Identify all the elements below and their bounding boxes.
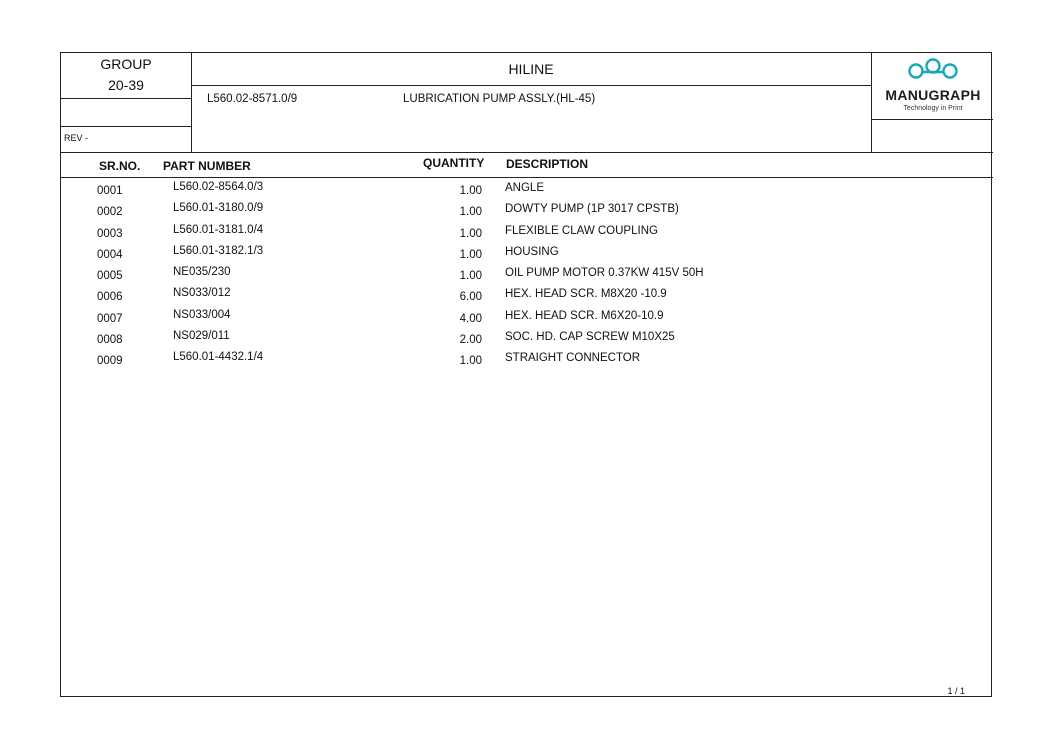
quantity-cell: 2.00 — [459, 334, 482, 347]
assembly-part-number: L560.02-8571.0/9 — [207, 93, 298, 105]
description-cell: SOC. HD. CAP SCREW M10X25 — [505, 331, 675, 344]
part-number-cell: L560.01-3181.0/4 — [173, 223, 264, 236]
quantity-cell: 6.00 — [459, 291, 482, 304]
divider — [61, 177, 993, 178]
table-row — [61, 266, 993, 287]
description-cell: HEX. HEAD SCR. M8X20 -10.9 — [505, 288, 667, 301]
part-number-cell: NE035/230 — [173, 266, 231, 279]
quantity-cell: 1.00 — [459, 270, 482, 283]
quantity-cell: 1.00 — [459, 355, 482, 368]
description-cell: HEX. HEAD SCR. M6X20-10.9 — [505, 309, 664, 322]
parts-list-sheet — [60, 52, 992, 697]
part-number-cell: NS033/012 — [173, 287, 231, 300]
table-row — [61, 351, 993, 372]
quantity-cell: 1.00 — [459, 227, 482, 240]
table-row — [61, 287, 993, 308]
logo-tagline: Technology in Print — [903, 105, 963, 112]
description-cell: HOUSING — [505, 245, 559, 258]
description-cell: DOWTY PUMP (1P 3017 CPSTB) — [505, 203, 679, 216]
description-cell: FLEXIBLE CLAW COUPLING — [505, 224, 658, 237]
quantity-cell: 1.00 — [459, 248, 482, 261]
divider — [871, 119, 993, 120]
page-number: 1 / 1 — [947, 686, 965, 696]
machine-title: HILINE — [508, 61, 554, 77]
column-header-quantity: QUANTITY — [423, 156, 485, 170]
sr-no-cell: 0004 — [97, 248, 123, 261]
column-header-description: DESCRIPTION — [506, 157, 589, 171]
revision-label: REV - — [64, 133, 89, 143]
manugraph-logo-icon — [905, 57, 961, 79]
sr-no-cell: 0002 — [97, 206, 123, 219]
sr-no-cell: 0005 — [97, 270, 123, 283]
quantity-cell: 1.00 — [459, 206, 482, 219]
quantity-cell: 4.00 — [459, 312, 482, 325]
table-row — [61, 245, 993, 266]
divider — [61, 152, 993, 153]
part-number-cell: NS029/011 — [173, 330, 230, 343]
group-label: GROUP — [100, 56, 152, 72]
part-number-cell: L560.01-3182.1/3 — [173, 244, 264, 257]
sr-no-cell: 0003 — [97, 227, 123, 240]
divider — [871, 53, 872, 153]
table-row — [61, 224, 993, 245]
logo-wordmark: MANUGRAPH — [885, 87, 981, 103]
table-row — [61, 181, 993, 202]
description-cell: ANGLE — [505, 182, 544, 194]
group-range: 20-39 — [108, 77, 144, 93]
sr-no-cell: 0007 — [97, 312, 123, 325]
sr-no-cell: 0001 — [97, 185, 123, 197]
description-cell: OIL PUMP MOTOR 0.37KW 415V 50H — [505, 267, 704, 280]
assembly-description: LUBRICATION PUMP ASSLY.(HL-45) — [403, 93, 596, 105]
part-number-cell: NS033/004 — [173, 308, 231, 321]
part-number-cell: L560.01-3180.0/9 — [173, 202, 264, 215]
divider — [61, 126, 191, 127]
part-number-cell: L560.01-4432.1/4 — [173, 351, 264, 364]
table-row — [61, 202, 993, 223]
part-number-cell: L560.02-8564.0/3 — [173, 181, 264, 193]
quantity-cell: 1.00 — [459, 185, 482, 197]
column-header-part-number: PART NUMBER — [163, 159, 251, 173]
column-header-sr-no: SR.NO. — [99, 159, 141, 173]
sr-no-cell: 0008 — [97, 334, 123, 347]
parts-table-body — [61, 181, 993, 373]
sr-no-cell: 0006 — [97, 291, 123, 304]
sr-no-cell: 0009 — [97, 355, 123, 368]
divider — [61, 98, 191, 99]
table-row — [61, 330, 993, 351]
divider — [191, 85, 871, 86]
company-logo — [873, 53, 993, 119]
table-row — [61, 309, 993, 330]
description-cell: STRAIGHT CONNECTOR — [505, 352, 641, 365]
